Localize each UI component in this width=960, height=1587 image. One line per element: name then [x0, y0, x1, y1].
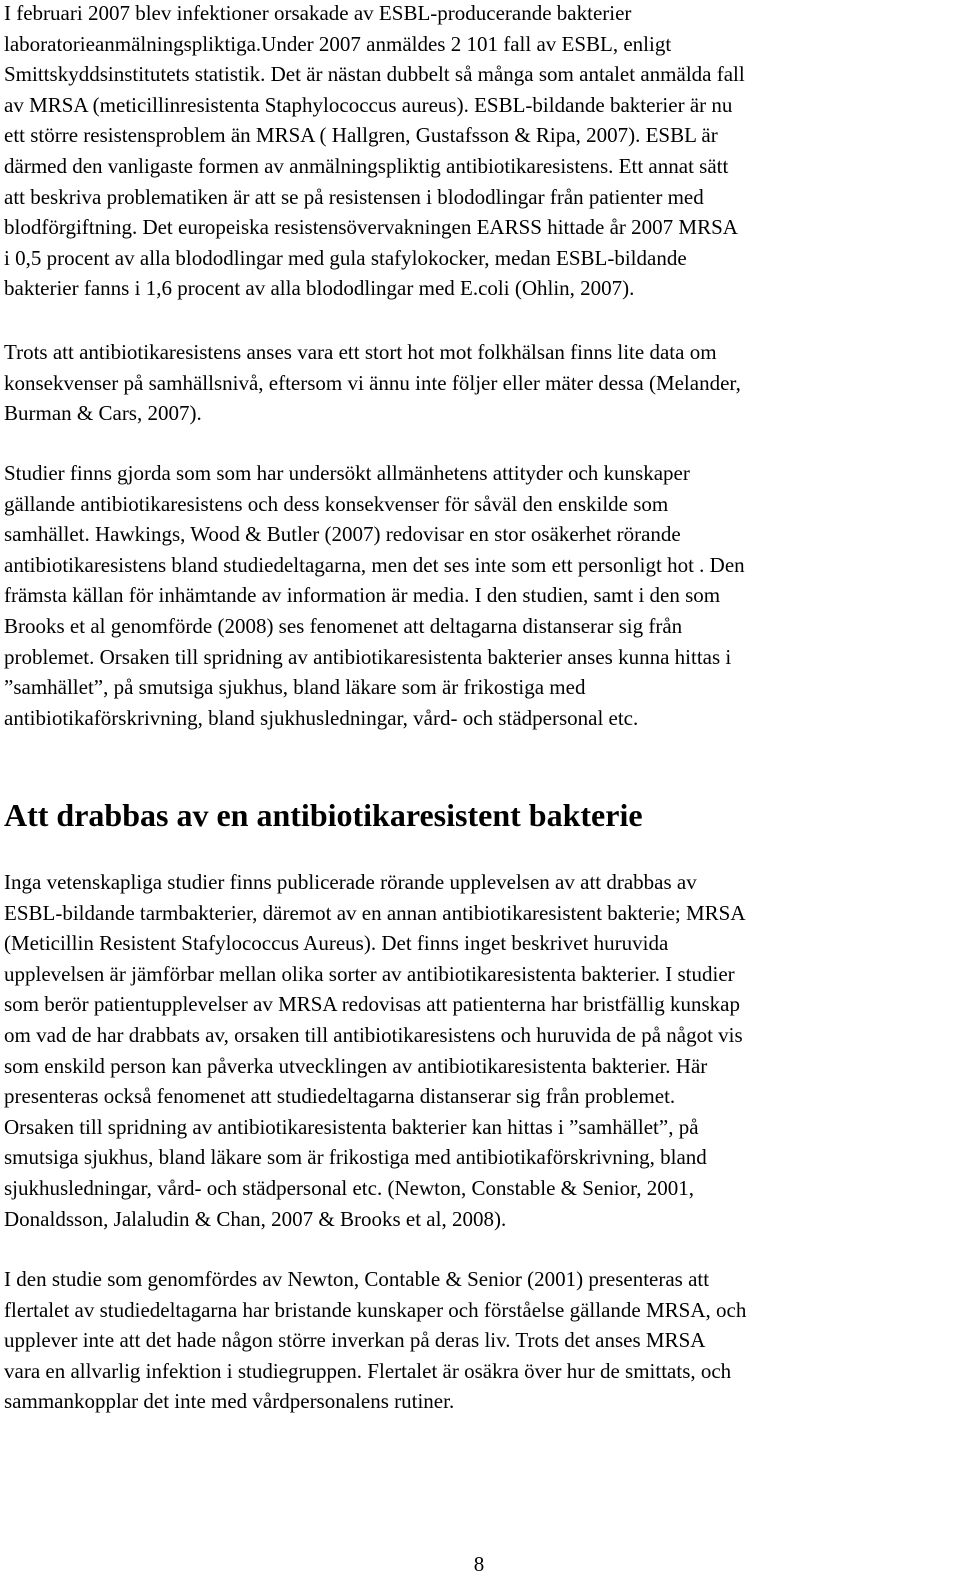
paragraph-esbl-statistics	[4, 0, 950, 304]
page-number: 8	[473, 1552, 485, 1576]
text-line: att beskriva problematiken är att se på resistensen i blododlingar från patienter med	[4, 184, 704, 209]
text-line: problemet. Orsaken till spridning av antibiotikaresistenta bakterier anses kunna hittas i	[4, 644, 732, 669]
text-line: samhället. Hawkings, Wood & Butler (2007) redovisar en stor osäkerhet rörande	[4, 522, 681, 547]
text-line: upplevelsen är jämförbar mellan olika sorter av antibiotikaresistenta bakterier. I studier	[4, 961, 735, 986]
text-line: (Meticillin Resistent Stafylococcus Aureus). Det finns inget beskrivet huruvida	[4, 931, 669, 956]
text-line: främsta källan för inhämtande av information är media. I den studien, samt i den som	[4, 583, 721, 608]
text-line: blodförgiftning. Det europeiska resistensövervakningen EARSS hittade år 2007 MRSA	[4, 215, 738, 240]
text-line: ”samhället”, på smutsiga sjukhus, bland läkare som är frikostiga med	[4, 675, 586, 700]
text-line: sammankopplar det inte med vårdpersonalens rutiner.	[4, 1389, 455, 1414]
paragraph-patient-experience	[4, 867, 950, 1234]
text-line: om vad de har drabbats av, orsaken till antibiotikaresistens och huruvida de på något vis	[4, 1022, 743, 1047]
text-line: därmed den vanligaste formen av anmälningspliktig antibiotikaresistens. Ett annat sätt	[4, 153, 729, 178]
text-line: i 0,5 procent av alla blododlingar med gula stafylokocker, medan ESBL-bildande	[4, 245, 687, 270]
text-line: Smittskyddsinstitutets statistik. Det är nästan dubbelt så många som antalet anmälda fall	[4, 62, 745, 87]
text-line: som berör patientupplevelser av MRSA redovisas att patienterna har bristfällig kunskap	[4, 992, 740, 1017]
text-line: antibiotikaresistens bland studiedeltagarna, men det ses inte som ett personligt hot . Den	[4, 552, 745, 577]
text-line: I februari 2007 blev infektioner orsakade av ESBL-producerande bakterier	[4, 1, 632, 25]
section-heading: Att drabbas av en antibiotikaresistent bakterie	[4, 797, 643, 833]
text-line: Orsaken till spridning av antibiotikaresistenta bakterier kan hittas i ”samhället”, på	[4, 1114, 699, 1139]
text-line: ett större resistensproblem än MRSA ( Hallgren, Gustafsson & Ripa, 2007). ESBL är	[4, 123, 718, 148]
text-line: antibiotikaförskrivning, bland sjukhusledningar, vård- och städpersonal etc.	[4, 705, 639, 730]
text-line: Inga vetenskapliga studier finns publicerade rörande upplevelsen av att drabbas av	[4, 870, 697, 894]
text-line: I den studie som genomfördes av Newton, Contable & Senior (2001) presenteras att	[4, 1267, 710, 1291]
paragraph-public-attitudes	[4, 458, 950, 733]
text-line: flertalet av studiedeltagarna har bristande kunskaper och förståelse gällande MRSA, och	[4, 1297, 747, 1322]
text-line: Burman & Cars, 2007).	[4, 401, 202, 426]
text-line: presenteras också fenomenet att studiedeltagarna distanserar sig från problemet.	[4, 1084, 676, 1109]
text-line: Brooks et al genomförde (2008) ses fenomenet att deltagarna distanserar sig från	[4, 613, 683, 638]
text-line: smutsiga sjukhus, bland läkare som är frikostiga med antibiotikaförskrivning, bland	[4, 1145, 707, 1170]
text-line: Studier finns gjorda som som har undersökt allmänhetens attityder och kunskaper	[4, 461, 690, 485]
paragraph-newton-study	[4, 1264, 950, 1417]
text-line: laboratorieanmälningspliktiga.Under 2007 anmäldes 2 101 fall av ESBL, enligt	[4, 31, 672, 56]
text-line: gällande antibiotikaresistens och dess konsekvenser för såväl den enskilde som	[4, 491, 669, 516]
text-line: bakterier fanns i 1,6 procent av alla blododlingar med E.coli (Ohlin, 2007).	[4, 276, 635, 301]
paragraph-consequences	[4, 337, 950, 429]
text-line: vara en allvarlig infektion i studiegruppen. Flertalet är osäkra över hur de smittats, och	[4, 1358, 732, 1383]
text-line: sjukhusledningar, vård- och städpersonal etc. (Newton, Constable & Senior, 2001,	[4, 1175, 695, 1200]
text-line: som enskild person kan påverka utvecklingen av antibiotikaresistenta bakterier. Här	[4, 1053, 708, 1078]
text-line: konsekvenser på samhällsnivå, eftersom vi ännu inte följer eller mäter dessa (Melander,	[4, 370, 741, 395]
text-line: Trots att antibiotikaresistens anses vara ett stort hot mot folkhälsan finns lite data om	[4, 340, 717, 364]
text-line: ESBL-bildande tarmbakterier, däremot av en annan antibiotikaresistent bakterie; MRSA	[4, 900, 746, 925]
text-line: upplever inte att det hade någon större inverkan på deras liv. Trots det anses MRSA	[4, 1328, 706, 1353]
text-line: Donaldsson, Jalaludin & Chan, 2007 & Brooks et al, 2008).	[4, 1206, 507, 1231]
text-line: av MRSA (meticillinresistenta Staphylococcus aureus). ESBL-bildande bakterier är nu	[4, 92, 733, 117]
